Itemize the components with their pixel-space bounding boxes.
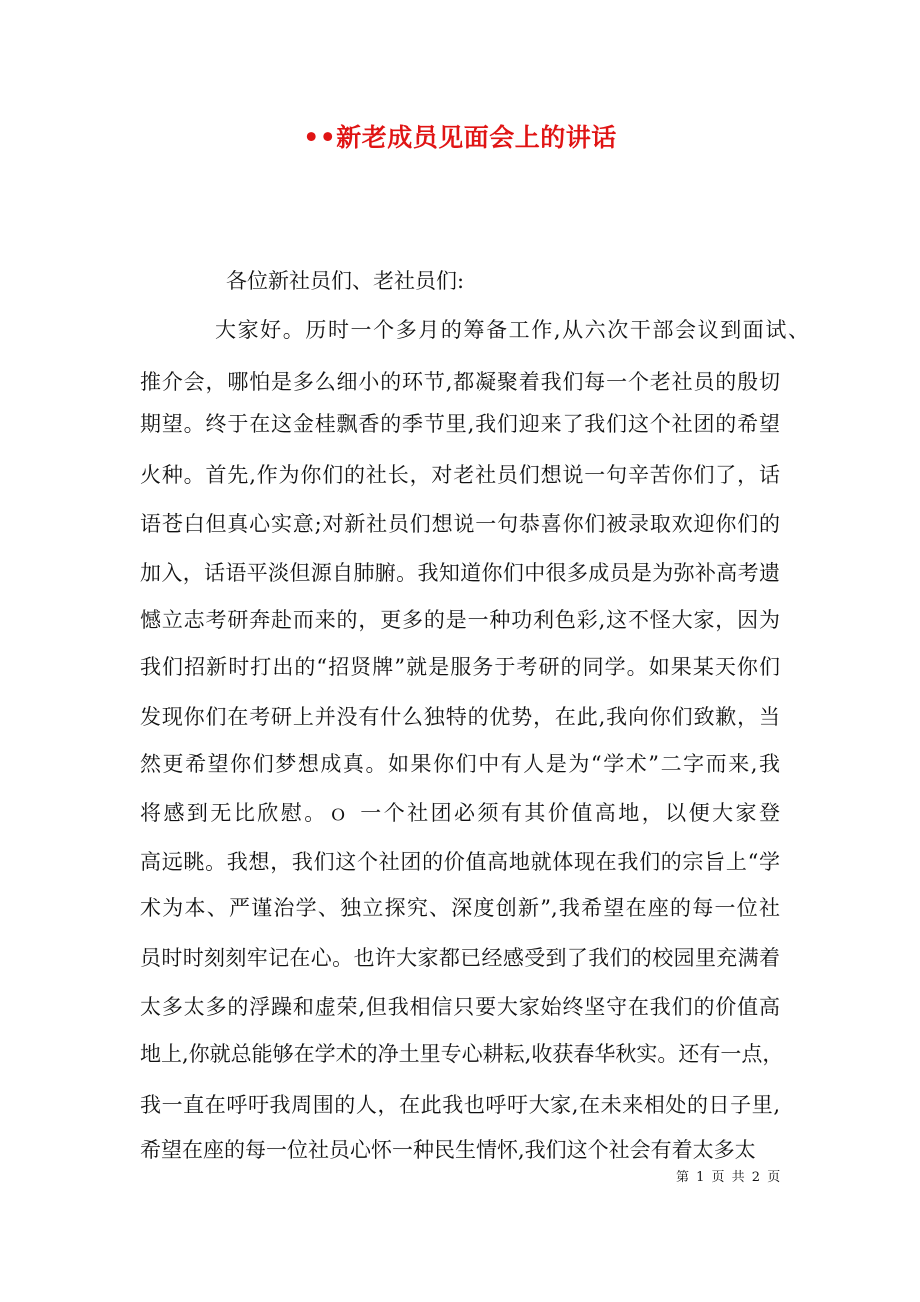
document-title: ••新老成员见面会上的讲话 [303,123,617,152]
salutation: 各位新社员们、老社员们: [226,269,465,293]
paragraph-line: 语苍白但真心实意;对新社员们想说一句恭喜你们被录取欢迎你们的 [140,512,780,536]
paragraph-line: 我一直在呼吁我周围的人，在此我也呼吁大家,在未来相处的日子里, [140,1093,780,1117]
paragraph-line: 希望在座的每一位社员心怀一种民生情怀,我们这个社会有着太多太 [140,1138,756,1162]
paragraph-line: 太多太多的浮躁和虚荣,但我相信只要大家始终坚守在我们的价值高 [140,995,780,1019]
paragraph-line: 火种。首先,作为你们的社长，对老社员们想说一句辛苦你们了，话 [140,463,780,487]
paragraph-line: 术为本、严谨治学、独立探究、深度创新”,我希望在座的每一位社 [140,896,780,920]
paragraph-line: 然更希望你们梦想成真。如果你们中有人是为“学术”二字而来,我 [140,752,780,776]
paragraph-line: 将感到无比欣慰。ｏ 一个社团必须有其价值高地，以便大家登 [140,801,780,825]
paragraph-line: 我们招新时打出的“招贤牌”就是服务于考研的同学。如果某天你们 [140,655,780,679]
paragraph-line: 推介会，哪怕是多么细小的环节,都凝聚着我们每一个老社员的殷切 [140,370,780,394]
paragraph-line: 地上,你就总能够在学术的净土里专心耕耘,收获春华秋实。还有一点， [140,1042,784,1066]
paragraph-line: 员时时刻刻牢记在心。也许大家都已经感受到了我们的校园里充满着 [140,946,780,970]
paragraph-line: 大家好。历时一个多月的筹备工作,从六次干部会议到面试、 [215,318,809,342]
paragraph-line: 期望。终于在这金桂飘香的季节里,我们迎来了我们这个社团的希望 [140,412,780,436]
page-footer: 第 1 页 共 2 页 [676,1170,781,1185]
paragraph-line: 憾立志考研奔赴而来的，更多的是一种功利色彩,这不怪大家，因为 [140,608,780,632]
paragraph-line: 加入，话语平淡但源自肺腑。我知道你们中很多成员是为弥补高考遗 [140,561,780,585]
paragraph-line: 高远眺。我想，我们这个社团的价值高地就体现在我们的宗旨上“学 [140,850,780,874]
paragraph-line: 发现你们在考研上并没有什么独特的优势，在此,我向你们致歉，当 [140,705,780,729]
